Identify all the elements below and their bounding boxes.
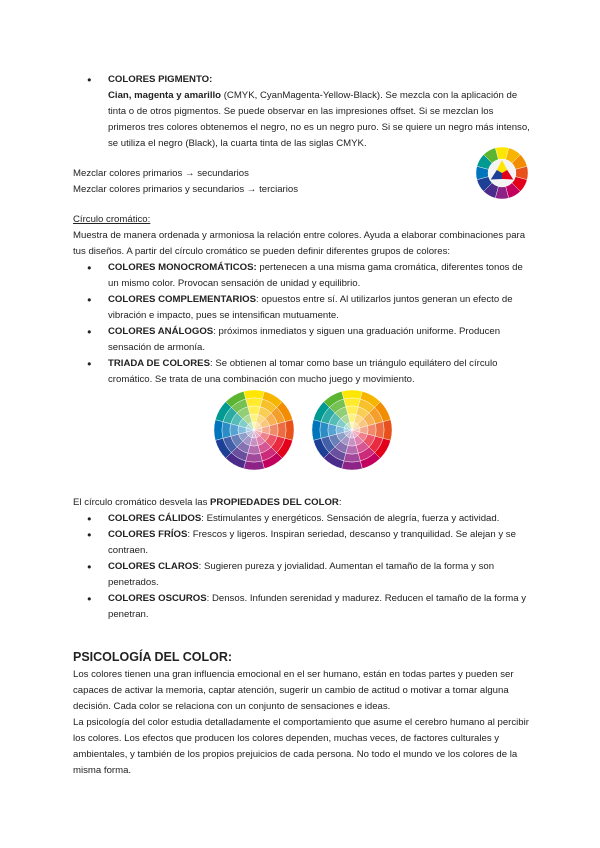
chromatic-circle-section	[73, 212, 533, 388]
wheel-segment	[383, 420, 392, 441]
property-label: COLORES CÁLIDOS	[108, 513, 202, 524]
property-text: : Sugieren pureza y jovialidad. Aumentan el tamaño de la forma y son penetrados.	[108, 561, 495, 588]
wheel-segment	[375, 422, 384, 439]
pigment-bold: Cian, magenta y amarillo	[108, 90, 222, 101]
mix-lines	[73, 166, 533, 198]
group-item	[73, 292, 533, 324]
wheel-segment	[312, 420, 321, 441]
group-item	[73, 356, 533, 388]
wheel-segment	[285, 420, 294, 441]
color-wheel-image	[475, 146, 529, 200]
property-text: : Estimulantes y energéticos. Sensación de alegría, fuerza y actividad.	[201, 513, 500, 524]
wheel-segment	[320, 422, 329, 439]
mix-primary-line: Mezclar colores primarios → secundarios	[73, 168, 249, 179]
property-label: COLORES CLAROS	[108, 561, 199, 572]
group-text: : próximos inmediatos y siguen una graduación uniforme. Producen sensación de armonía.	[108, 326, 501, 353]
property-text: : Densos. Infunden serenidad y madurez. Reducen el tamaño de la forma y penetran.	[108, 593, 527, 620]
properties-intro-bold: PROPIEDADES DEL COLOR	[210, 497, 339, 508]
wheel-segment	[222, 422, 231, 439]
wheel-segment	[277, 422, 286, 439]
wheel-segment	[214, 420, 223, 441]
wheel-segment	[342, 461, 363, 470]
properties-section	[73, 495, 533, 623]
psychology-paragraph-2: La psicología del color estudia detalladamente el comportamiento que asume el cerebro humano al percibir los colores. Los efectos que producen los colores dependen, muchas veces, de factores culturales y ambientales, y también de los propios prejuicios de cada persona. No todo el mundo ve los colores de la misma forma.	[73, 717, 529, 776]
property-item	[73, 591, 533, 623]
group-label: TRIADA DE COLORES	[108, 358, 210, 369]
properties-intro-end: :	[338, 497, 342, 508]
wheel-segment	[246, 453, 263, 462]
wheel-segment	[244, 390, 265, 399]
psychology-section	[73, 649, 533, 779]
wheel-segment	[342, 390, 363, 399]
wheel-segment	[246, 398, 263, 407]
complementary-wheel-image	[306, 384, 398, 476]
triad-wheel-image	[208, 384, 300, 476]
properties-intro: El círculo cromático desvela las	[73, 497, 211, 508]
group-label: COLORES ANÁLOGOS	[108, 326, 214, 337]
pigment-bullet	[73, 72, 533, 152]
property-item	[73, 559, 533, 591]
pigment-section	[73, 72, 533, 152]
pigment-title: COLORES PIGMENTO:	[108, 74, 213, 85]
psychology-paragraph-1: Los colores tienen una gran influencia emocional en el ser humano, están en todas partes y pueden ser capaces de activar la memoria, captar atención, sugerir un cambio de actitud o motivar a tomar alguna decisión. Cada color se relaciona con un conjunto de sensaciones e ideas.	[73, 669, 514, 712]
property-item	[73, 527, 533, 559]
group-label: COLORES COMPLEMENTARIOS	[108, 294, 256, 305]
wheel-segment	[344, 453, 361, 462]
group-text: pertenecen a una misma gama cromática, diferentes tonos de un mismo color. Provocan sensación de unidad y equilibrio.	[108, 262, 523, 289]
group-label: COLORES MONOCROMÁTICOS:	[108, 262, 257, 273]
group-item	[73, 260, 533, 292]
property-label: COLORES FRÍOS	[108, 529, 188, 540]
group-text: : opuestos entre sí. Al utilizarlos juntos generan un efecto de vibración e impacto, pues se intensifican mutuamente.	[108, 294, 513, 321]
wheel-segment	[244, 461, 265, 470]
pigment-text: (CMYK, CyanMagenta-Yellow-Black). Se mezcla con la aplicación de tinta o de otros pigmentos. Se puede observar en las impresiones offset. Si se mezclan los primeros tres colores obtenemos el negro, no es un negro puro. Si se quiere un negro más intenso, se utiliza el negro (Black), la cuarta tinta de las siglas CMYK.	[108, 90, 530, 149]
group-text: : Se obtienen al tomar como base un triángulo equilátero del círculo cromático. Se trata de una combinación con mucho juego y movimiento.	[108, 358, 498, 385]
mix-secondary-line: Mezclar colores primarios y secundarios → terciarios	[73, 184, 298, 195]
psychology-heading: PSICOLOGÍA DEL COLOR:	[73, 650, 233, 664]
chromatic-heading: Círculo cromático:	[73, 214, 151, 225]
group-item	[73, 324, 533, 356]
property-item	[73, 511, 533, 527]
property-label: COLORES OSCUROS	[108, 593, 207, 604]
property-text: : Frescos y ligeros. Inspiran seriedad, descanso y tranquilidad. Se alejan y se contraen.	[108, 529, 516, 556]
wheel-segment	[344, 398, 361, 407]
chromatic-intro: Muestra de manera ordenada y armoniosa la relación entre colores. Ayuda a elaborar combinaciones para tus diseños. A partir del círculo cromático se pueden definir diferentes grupos de colores:	[73, 230, 526, 257]
